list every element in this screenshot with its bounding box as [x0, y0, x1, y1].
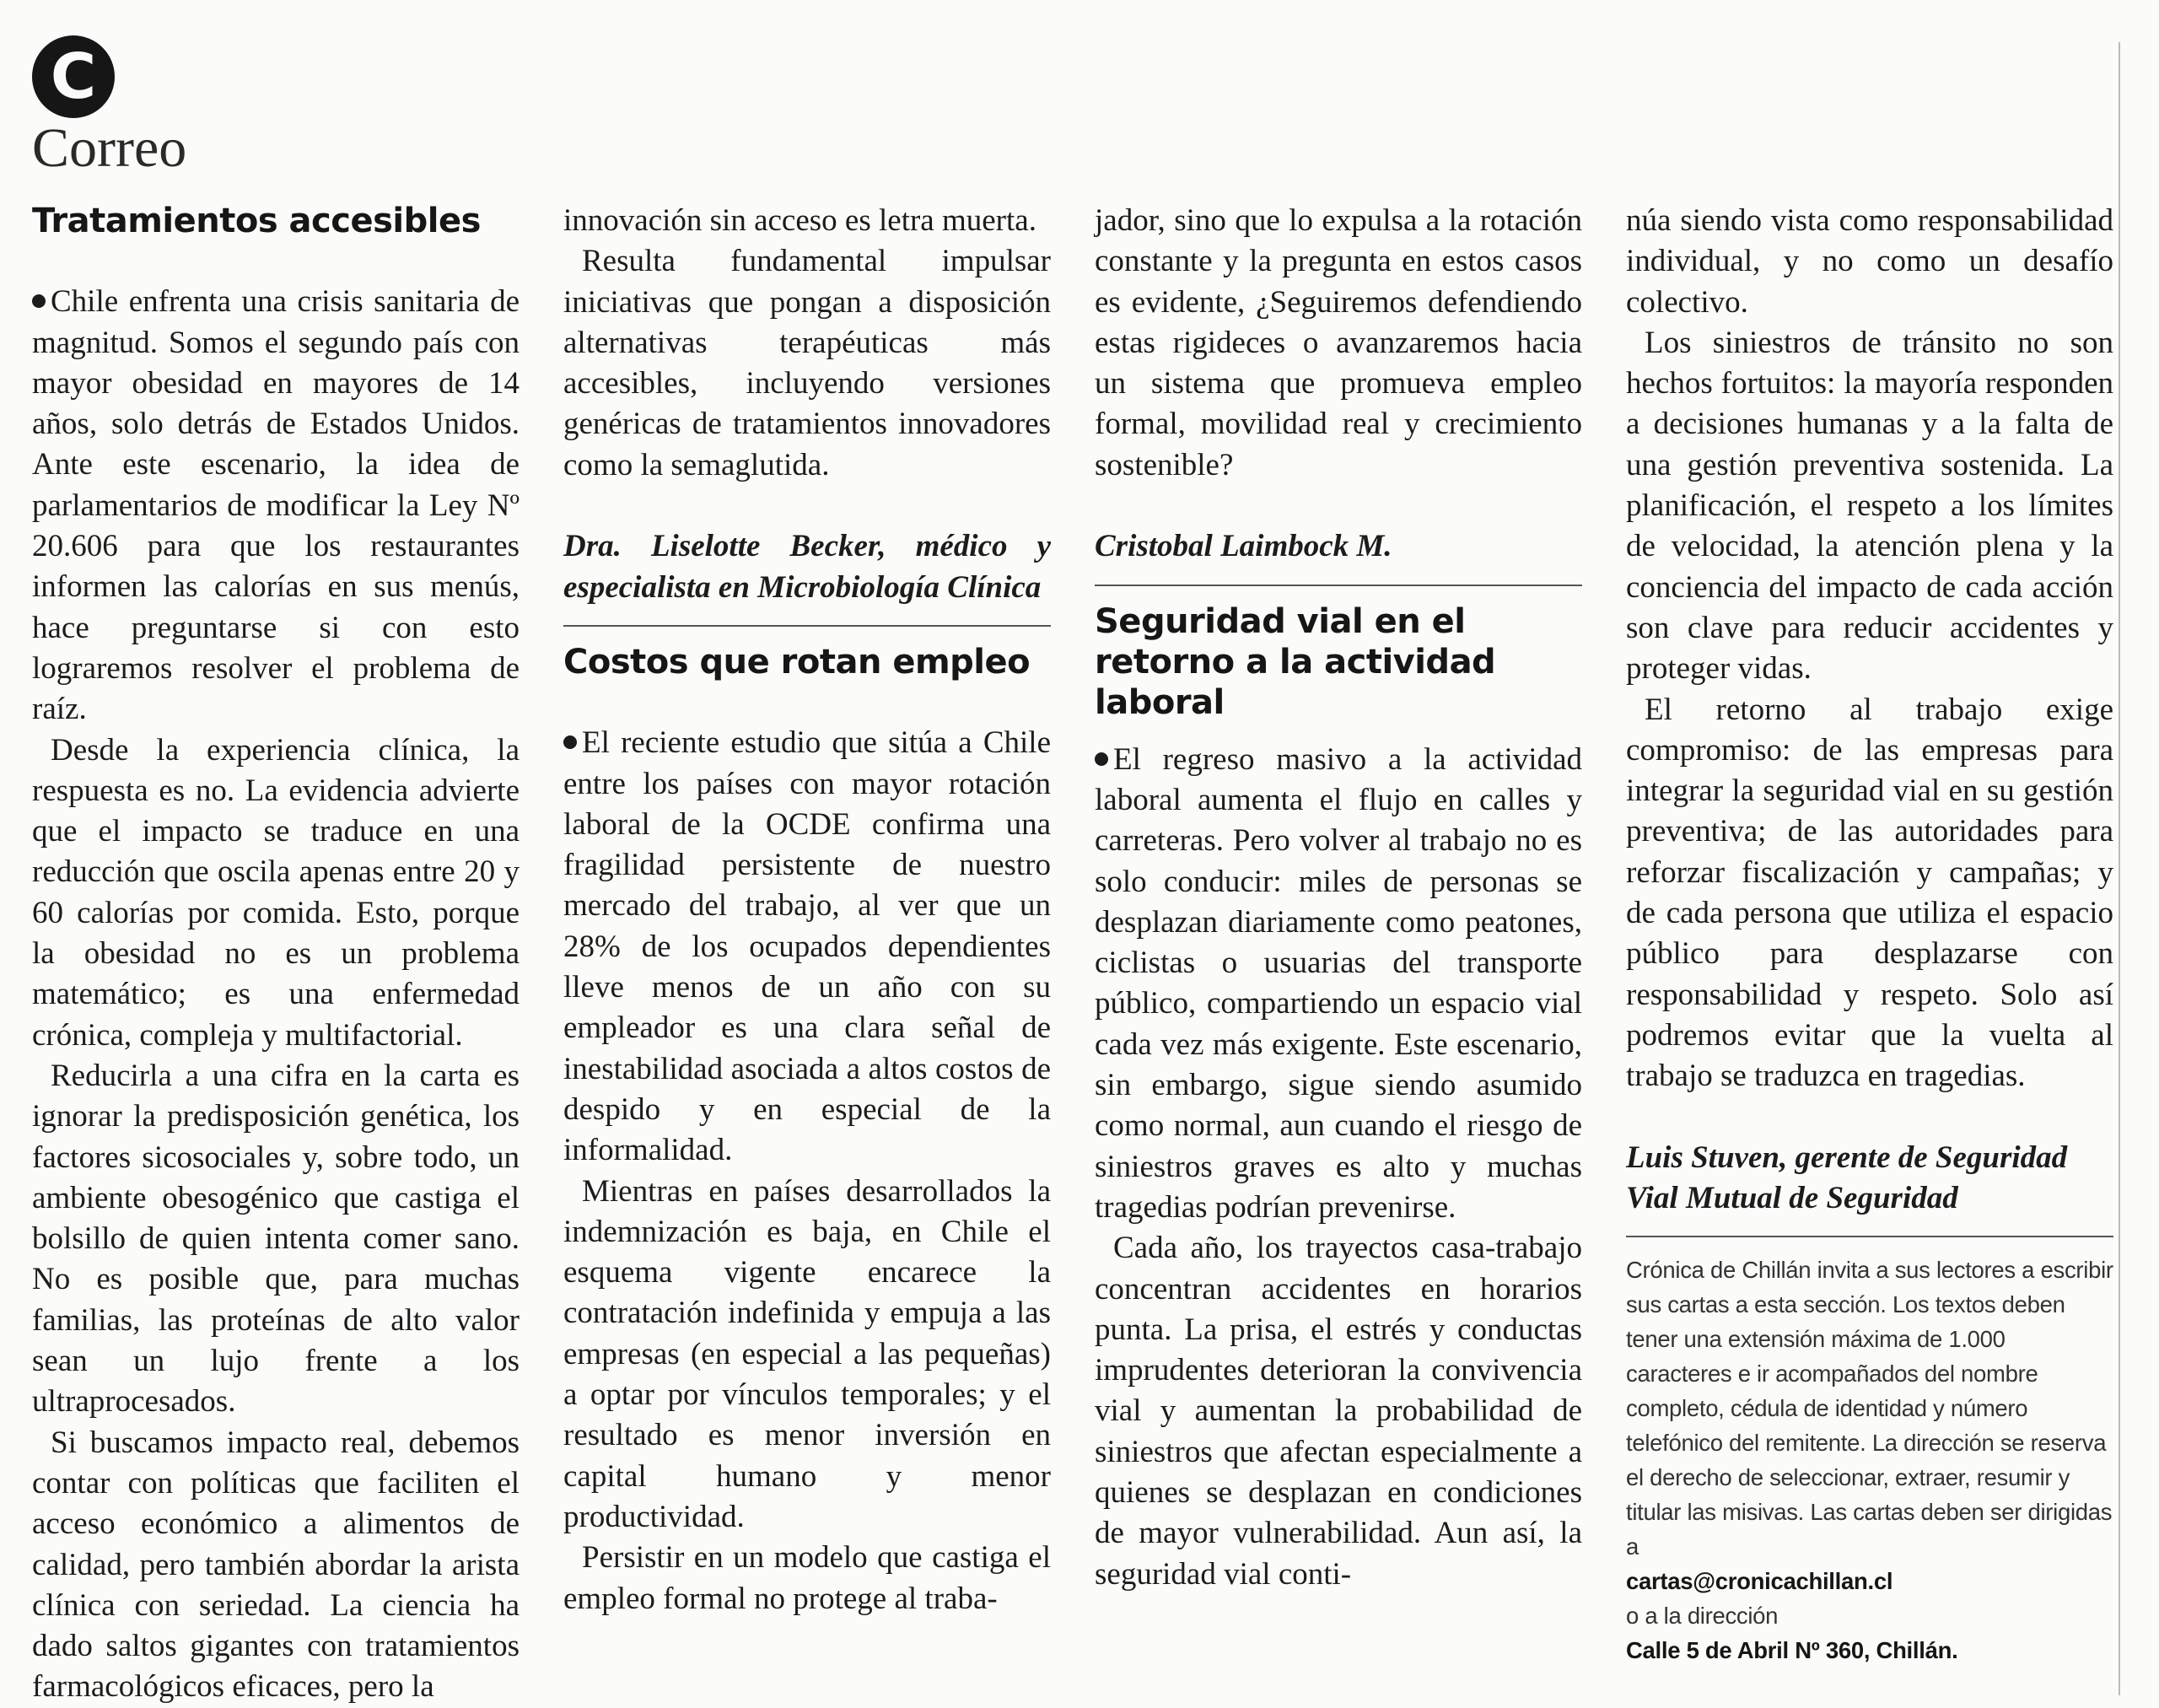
submission-or-address: o a la dirección — [1626, 1603, 1779, 1630]
column-2 — [563, 201, 1051, 1619]
letter-paragraph: núa siendo vista como responsabilidad individual, y no como un desafío colectivo. — [1626, 203, 2113, 320]
bullet-icon — [32, 294, 46, 308]
letter-title-costos: Costos que rotan empleo — [563, 642, 1031, 682]
page-edge-divider — [2119, 42, 2120, 1695]
column-3 — [1095, 201, 1582, 1595]
letter-paragraph: Cada año, los trayectos casa-trabajo concentran accidentes en horarios punta. La prisa, el estrés y conductas imprudentes deterioran la convivencia vial y aumentan la probabilidad de siniestros que afectan especialmente a quienes se desplazan en condiciones de mayor vulnerabilidad. Aun así, la seguridad vial conti- — [1095, 1231, 1582, 1592]
section-title: Correo — [32, 117, 187, 179]
bullet-icon — [563, 735, 577, 749]
submission-note — [1626, 1253, 2113, 1668]
letter-paragraph: Reducirla a una cifra en la carta es ignorar la predisposición genética, los factores sicosociales y, sobre todo, un ambiente obesogénico que castiga el bolsillo de quien intenta comer sano. No es posible que, para muchas familias, las proteínas de alto valor sean un lujo frente a los ultraprocesados. — [32, 1058, 520, 1420]
divider — [1626, 1236, 2113, 1237]
submission-email-link[interactable]: cartas@cronicachillan.cl — [1626, 1568, 1893, 1595]
letter-paragraph: Si buscamos impacto real, debemos contar con políticas que faciliten el acceso económico a alimentos de calidad, pero también abordar la arista clínica con seriedad. La ciencia ha dado saltos gigantes con tratamientos farmacológicos eficaces, pero la — [32, 1425, 520, 1705]
submission-note-text: Crónica de Chillán invita a sus lectores a escribir sus cartas a esta sección. Los textos deben tener una extensión máxima de 1.000 caracteres e ir acompañados del nombre completo, cédula de identidad y número telefónico del remitente. La dirección se reserva el derecho de seleccionar, extraer, resumir y titular las misivas. Las cartas deben ser dirigidas a — [1626, 1257, 2113, 1560]
letter-paragraph: Resulta fundamental impulsar iniciativas que pongan a disposición alternativas terapéuticas más accesibles, incluyendo versiones genéricas de tratamientos innovadores como la semaglutida. — [563, 244, 1051, 482]
letter-paragraph: Persistir en un modelo que castiga el empleo formal no protege al traba- — [563, 1540, 1051, 1616]
letter-signature: Cristobal Laimbock M. — [1095, 529, 1392, 564]
column-4 — [1626, 201, 2113, 1668]
letter-signature: Dra. Liselotte Becker, médico y especialista en Microbiología Clínica — [563, 529, 1051, 605]
divider — [1095, 585, 1582, 586]
letter-paragraph: jador, sino que lo expulsa a la rotación constante y la pregunta en estos casos es evidente, ¿Seguiremos defendiendo estas rigideces o avanzaremos hacia un sistema que promueva empleo formal, movilidad real y crecimiento sostenible? — [1095, 203, 1582, 482]
letter-title-seguridad-vial: Seguridad vial en el retorno a la actividad laboral — [1095, 601, 1496, 722]
letter-paragraph: El regreso masivo a la actividad laboral aumenta el flujo en calles y carreteras. Pero volver al trabajo no es solo conducir: miles de personas se desplazan diariamente como peatones, ciclistas o usuarias del transporte público, compartiendo un espacio vial cada vez más exigente. Este escenario, sin embargo, sigue siendo asumido como normal, aun cuando el riesgo de siniestros graves es alto y muchas tragedias podrían prevenirse. — [1095, 741, 1582, 1225]
column-1 — [32, 201, 520, 1708]
letter-paragraph: Mientras en países desarrollados la indemnización es baja, en Chile el esquema vigente encarece la contratación indefinida y empuja a las empresas (en especial a las pequeñas) a optar por vínculos temporales; y el resultado es menor inversión en capital humano y menor productividad. — [563, 1173, 1051, 1534]
letter-title-tratamientos: Tratamientos accesibles — [32, 202, 481, 240]
letter-signature-line-1: Luis Stuven, gerente de Seguridad — [1626, 1140, 2068, 1175]
letter-signature-line-2: Vial Mutual de Seguridad — [1626, 1181, 1958, 1216]
section-logo: C — [32, 35, 115, 118]
letter-paragraph: Los siniestros de tránsito no son hechos fortuitos: la mayoría responden a decisiones humanas y a la falta de una gestión preventiva sostenida. La planificación, el respeto a los límites de velocidad, la atención plena y la conciencia del impacto de cada acción son clave para reducir accidentes y proteger vidas. — [1626, 325, 2113, 687]
letter-paragraph: innovación sin acceso es letra muerta. — [563, 203, 1036, 238]
bullet-icon — [1095, 752, 1108, 766]
divider — [563, 625, 1051, 627]
letter-paragraph: El retorno al trabajo exige compromiso: de las empresas para integrar la seguridad vial en su gestión preventiva; de las autoridades para reforzar fiscalización y campañas; y de cada persona que utiliza el espacio público para desplazarse con responsabilidad y respeto. Solo así podremos evitar que la vuelta al trabajo se traduzca en tragedias. — [1626, 692, 2113, 1094]
submission-address: Calle 5 de Abril Nº 360, Chillán. — [1626, 1637, 1958, 1664]
letter-paragraph: El reciente estudio que sitúa a Chile entre los países con mayor rotación laboral de la OCDE confirma una fragilidad persistente de nuestro mercado del trabajo, al ver que un 28% de los ocupados dependientes lleve menos de un año con su empleador es una clara señal de inestabilidad asociada a altos costos de despido y en especial de la informalidad. — [563, 725, 1051, 1168]
letter-paragraph: Chile enfrenta una crisis sanitaria de magnitud. Somos el segundo país con mayor obesidad en mayores de 14 años, solo detrás de Estados Unidos. Ante este escenario, la idea de parlamentarios de modificar la Ley Nº 20.606 para que los restaurantes informen las calorías en sus menús, hace preguntarse si con esto lograremos resolver el problema de raíz. — [32, 284, 520, 727]
letter-paragraph: Desde la experiencia clínica, la respuesta es no. La evidencia advierte que el impacto se traduce en una reducción que oscila apenas entre 20 y 60 calorías por comida. Esto, porque la obesidad no es un problema matemático; es una enfermedad crónica, compleja y multifactorial. — [32, 732, 520, 1053]
